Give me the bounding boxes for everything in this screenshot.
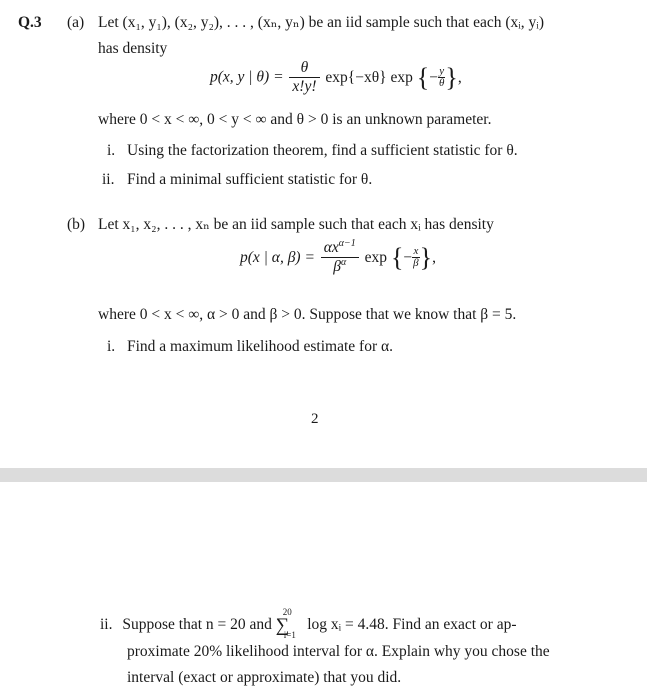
part-a-item-ii: Find a minimal sufficient statistic for θ. (127, 171, 373, 188)
part-a-label: (a) (67, 14, 85, 31)
part-a-where: where 0 < x < ∞, 0 < y < ∞ and θ > 0 is an unknown parameter. (98, 111, 492, 128)
open-brace: { (390, 242, 404, 272)
density-b-lhs: p(x | α, β) = (240, 249, 315, 267)
close-brace: } (419, 242, 433, 272)
density-b-frac-num: αx (323, 239, 339, 256)
part-b-item-ii-post: log xᵢ = 4.48. Find an exact or ap- (307, 616, 517, 634)
density-a-exp-num: y (439, 64, 445, 77)
sum-upper-limit: 20 (282, 607, 292, 617)
page-2 (0, 482, 647, 698)
density-a-lhs: p(x, y | θ) = (210, 68, 284, 86)
part-a-intro-2: has density (98, 40, 168, 57)
question-label: Q.3 (18, 14, 42, 31)
density-b-frac-num-sup: α−1 (338, 237, 356, 249)
density-b-frac-den: β (333, 258, 342, 276)
density-a-frac-num: θ (289, 60, 319, 78)
sum-lower-limit: i=1 (283, 630, 296, 640)
part-a-item-i-label: i. (107, 142, 116, 159)
part-b-item-i: Find a maximum likelihood estimate for α. (127, 338, 393, 355)
density-a-mid: exp{−xθ} exp (325, 69, 413, 87)
density-a-exp-den: θ (438, 77, 445, 90)
density-b-fraction (321, 237, 359, 276)
density-a-fraction (289, 60, 319, 96)
part-b-item-ii-line-3: interval (exact or approximate) that you did. (127, 669, 402, 686)
close-brace: } (445, 62, 458, 92)
part-b-where: where 0 < x < ∞, α > 0 and β > 0. Suppose that we know that β = 5. (98, 306, 517, 323)
density-b-mid: exp (364, 249, 388, 267)
part-b-item-ii-line-1 (100, 607, 517, 640)
part-a-item-i: Using the factorization theorem, find a sufficient statistic for θ. (127, 142, 518, 159)
part-b-item-i-label: i. (107, 338, 116, 355)
page-number: 2 (311, 411, 319, 427)
density-b-frac-den-sup: α (341, 257, 347, 269)
open-brace: { (416, 62, 430, 92)
page-separator (0, 468, 647, 482)
part-a-density-formula: p(x, y | θ) = $\frac{\theta}{x!y!}$ exp{−xθ} exp {− $\frac{y}{\theta}$ }, (210, 59, 462, 96)
density-b-exp-den: β (413, 257, 419, 270)
part-a-item-ii-label: ii. (102, 171, 115, 188)
part-b-intro: Let x₁, x₂, . . . , xₙ be an iid sample such that each xᵢ has density (98, 216, 494, 233)
summation-symbol: ∑ 20 i=1 (275, 607, 296, 640)
density-a-frac-den: x!y! (292, 78, 317, 96)
density-b-exp-fraction (412, 246, 419, 270)
part-b-label: (b) (67, 216, 86, 233)
part-b-item-ii-line-2: proximate 20% likelihood interval for α. Explain why you chose the (127, 643, 550, 660)
part-b-item-ii-pre: Suppose that n = 20 and (122, 616, 272, 634)
part-b-item-ii-label: ii. (100, 616, 113, 634)
density-b-exp-num: x (413, 244, 419, 257)
part-a-intro-1: Let (x₁, y₁), (x₂, y₂), . . . , (xₙ, yₙ) be an iid sample such that each (xᵢ, yᵢ) (98, 14, 544, 31)
part-b-density-formula: p(x | α, β) = $\frac{\alpha x^{\alpha-1}}{\beta^\alpha}$ exp {− $\frac{x}{\beta}$ }, (240, 237, 437, 276)
